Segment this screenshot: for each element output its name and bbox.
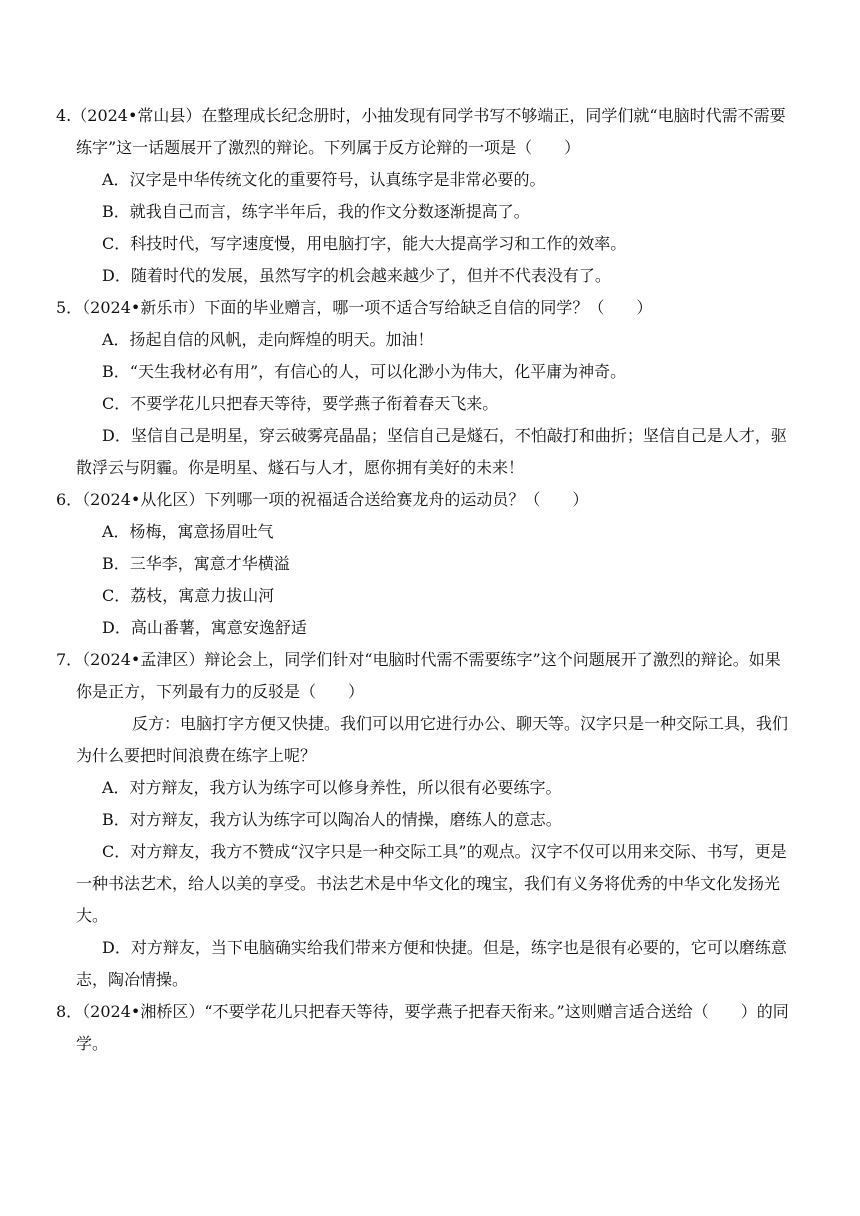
question-8: [56, 996, 796, 1060]
question-stem: 7．（2024•孟津区）辩论会上，同学们针对“电脑时代需不需要练字”这个问题展开了激烈的辩论。如果你是正方，下列最有力的反驳是（ ）: [56, 650, 781, 701]
option-a: A．汉字是中华传统文化的重要符号，认真练字是非常必要的。: [102, 170, 546, 189]
option-d: D．对方辩友，当下电脑确实给我们带来方便和快捷。但是，练字也是很有必要的，它可以磨练意志，陶冶情操。: [76, 938, 787, 989]
question-5: [56, 292, 796, 484]
option-d: D．坚信自己是明星，穿云破雾亮晶晶；坚信自己是燧石，不怕敲打和曲折；坚信自己是人才，驱散浮云与阴霾。你是明星、燧石与人才，愿你拥有美好的未来！: [76, 426, 787, 477]
option-c: C．对方辩友，我方不赞成“汉字只是一种交际工具”的观点。汉字不仅可以用来交际、书写，更是一种书法艺术，给人以美的享受。书法艺术是中华文化的瑰宝，我们有义务将优秀的中华文化发扬光大。: [76, 842, 787, 925]
question-stem: 5．（2024•新乐市）下面的毕业赠言，哪一项不适合写给缺乏自信的同学？（ ）: [56, 298, 653, 317]
option-d: D．高山番薯，寓意安逸舒适: [102, 618, 307, 637]
option-b: B．“天生我材必有用”，有信心的人，可以化渺小为伟大，化平庸为神奇。: [102, 362, 627, 381]
option-a: A．对方辩友，我方认为练字可以修身养性，所以很有必要练字。: [102, 778, 562, 797]
question-stem: 8．（2024•湘桥区）“不要学花儿只把春天等待，要学燕子把春天衔来。”这则赠言适合送给（ ）的同学。: [56, 1002, 789, 1053]
option-b: B．三华李，寓意才华横溢: [102, 554, 290, 573]
option-b: B．对方辩友，我方认为练字可以陶冶人的情操，磨练人的意志。: [102, 810, 562, 829]
question-4: [56, 100, 796, 292]
option-c: C．荔枝，寓意力拔山河: [102, 586, 275, 605]
question-7: [56, 644, 796, 996]
question-stem: 4.（2024•常山县）在整理成长纪念册时，小抽发现有同学书写不够端正，同学们就“电脑时代需不需要练字”这一话题展开了激烈的辩论。下列属于反方论辩的一项是（ ）: [56, 106, 786, 157]
debate-passage: 反方：电脑打字方便又快捷。我们可以用它进行办公、聊天等。汉字只是一种交际工具，我们为什么要把时间浪费在练字上呢？: [76, 714, 789, 765]
question-6: [56, 484, 796, 644]
question-stem: 6．（2024•从化区）下列哪一项的祝福适合送给赛龙舟的运动员？（ ）: [56, 490, 589, 509]
option-c: C．不要学花儿只把春天等待，要学燕子衔着春天飞来。: [102, 394, 499, 413]
option-a: A．扬起自信的风帆，走向辉煌的明天。加油！: [102, 330, 434, 349]
question-list: [56, 100, 796, 1060]
option-d: D．随着时代的发展，虽然写字的机会越来越少了，但并不代表没有了。: [102, 266, 611, 285]
option-a: A．杨梅，寓意扬眉吐气: [102, 522, 274, 541]
option-c: C．科技时代，写字速度慢，用电脑打字，能大大提高学习和工作的效率。: [102, 234, 627, 253]
option-b: B．就我自己而言，练字半年后，我的作文分数逐渐提高了。: [102, 202, 530, 221]
